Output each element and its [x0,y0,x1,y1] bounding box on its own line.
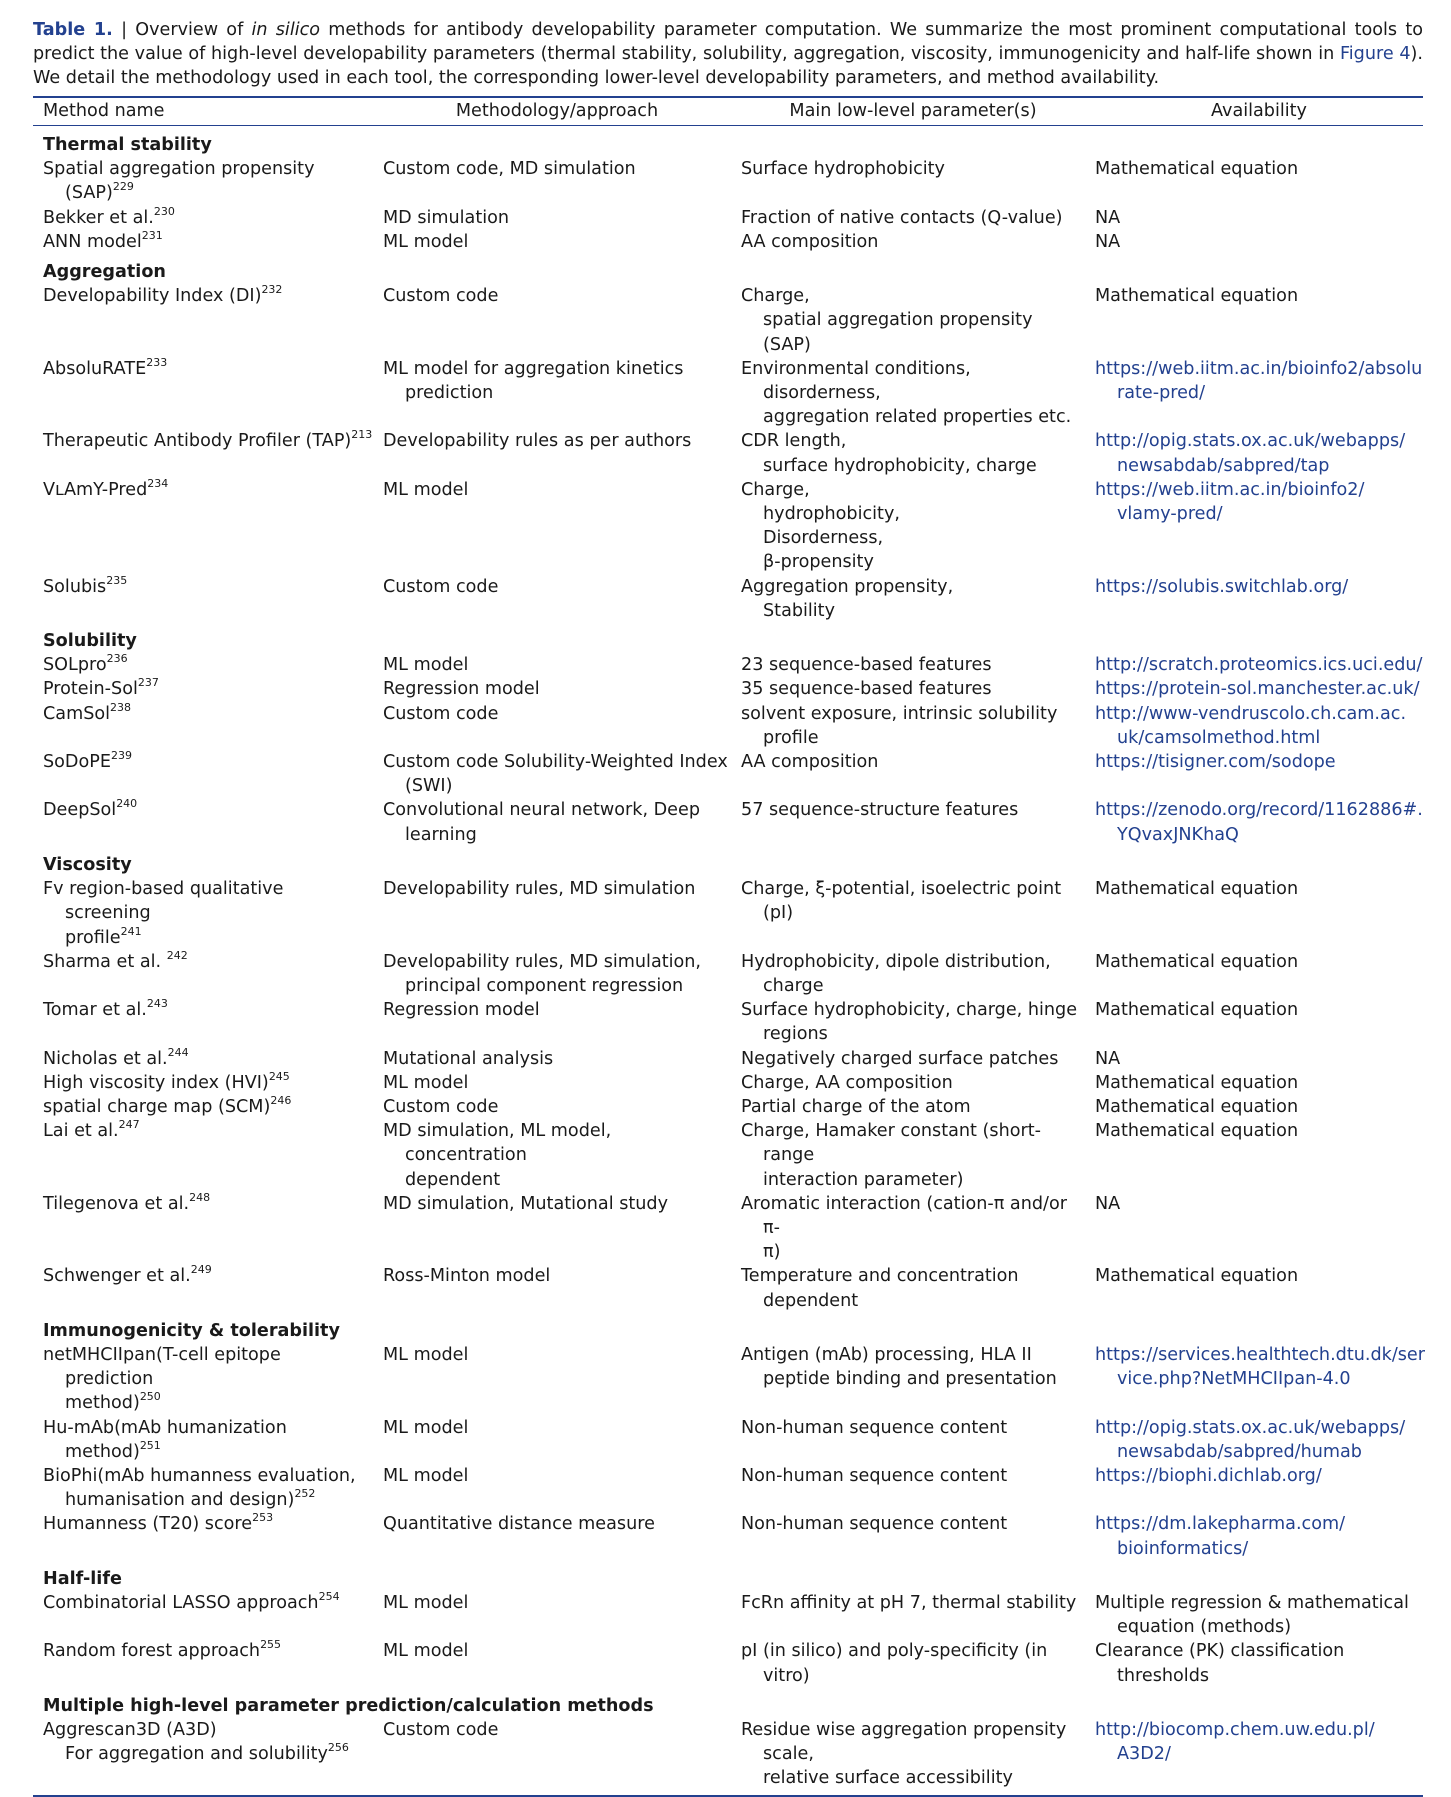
method-name-cell [33,478,373,575]
method-name-cell [33,1119,373,1192]
method-name-cell [33,1639,373,1687]
table-label: Table 1. [33,20,113,40]
reference-number: 238 [110,700,132,714]
method-name-cell [33,1095,373,1119]
reference-number: 234 [147,476,169,490]
method-name-cell [33,1718,373,1791]
availability-cell: Mathematical equation [1095,286,1299,307]
caption-text-1: Overview of [135,20,252,40]
method-name-cell [33,1071,373,1095]
method-name-cell [33,1464,373,1512]
parameters-cell: Fraction of native contacts (Q-value) [741,207,1063,228]
method-name: ANN model [43,231,142,252]
table-row [33,1343,1423,1416]
table-row [33,998,1423,1046]
parameters-cell: Surface hydrophobicity, charge, hinge regions [741,1000,1078,1045]
method-name: AbsoluRATE [43,358,147,379]
table-row [33,357,1423,430]
method-name: Combinatorial LASSO approach [43,1592,319,1613]
availability-link[interactable]: https://dm.lakepharma.com/ bioinformatics/ [1095,1514,1346,1559]
method-name: Developability Index (DI) [43,286,262,307]
table-row [33,653,1423,677]
availability-link[interactable]: https://biophi.dichlab.org/ [1095,1465,1322,1486]
methodology-cell: Developability rules, MD simulation, principal component regression [383,951,702,996]
parameters-cell: Residue wise aggregation propensity scale, relative surface accessibility [741,1720,1067,1789]
parameters-cell: Charge, Hamaker constant (short-range interaction parameter) [741,1121,1041,1190]
table-row [33,1639,1423,1687]
method-name-cell [33,653,373,677]
method-name-cell [33,429,373,477]
table-row [33,1192,1423,1265]
method-name: Nicholas et al. [43,1048,168,1069]
table-row [33,429,1423,477]
method-name-cell [33,750,373,798]
availability-cell: Mathematical equation [1095,1072,1299,1093]
methodology-cell: Convolutional neural network, Deep learning [383,800,700,845]
method-name: Tomar et al. [43,1000,147,1021]
methodology-cell: MD simulation, ML model, concentration dependent [383,1121,612,1190]
methodology-cell: ML model [383,1465,469,1486]
availability-link[interactable]: http://scratch.proteomics.ics.uci.edu/ [1095,655,1423,676]
table-row [33,230,1423,254]
method-name: Protein-Sol [43,679,138,700]
method-name: Lai et al. [43,1121,119,1142]
table-row [33,478,1423,575]
methodology-cell: ML model [383,1417,469,1438]
methodology-cell: MD simulation, Mutational study [383,1193,668,1214]
reference-number: 247 [118,1118,140,1132]
reference-number: 253 [252,1511,274,1525]
availability-cell: Mathematical equation [1095,1000,1299,1021]
section-heading: Thermal stability [43,135,212,155]
caption-text-3: ). We detail the methodology used in each tool, the corresponding lower-level developability parameters, and method availability. [33,44,1423,88]
section-heading: Solubility [43,631,137,652]
methodology-cell: ML model [383,1072,469,1093]
parameters-cell: Temperature and concentration dependent [741,1266,1019,1311]
reference-number: 246 [270,1093,292,1107]
availability-link[interactable]: https://protein-sol.manchester.ac.uk/ [1095,679,1420,700]
availability-link[interactable]: https://web.iitm.ac.in/bioinfo2/ vlamy-pred/ [1095,479,1365,525]
column-header-method-name: Method name [43,101,165,121]
availability-cell: Mathematical equation [1095,879,1299,900]
table-row [33,1264,1423,1312]
table-row [33,157,1423,205]
method-name: BioPhi(mAb humanness evaluation, humanisation and design) [43,1465,356,1511]
method-name: CamSol [43,703,111,724]
section-heading: Viscosity [43,854,132,875]
reference-number: 240 [116,797,138,811]
methodology-cell: Ross-Minton model [383,1266,551,1287]
caption-text-2: methods for antibody developability parameter computation. We summarize the most prominent computational tools to predict the value of high-level developability parameters (thermal stability, solubility, aggregation, viscosity, immunogenicity and half-life shown in [33,20,1423,64]
reference-number: 241 [120,924,142,938]
method-name-cell [33,798,373,846]
availability-cell: NA [1095,1193,1121,1214]
reference-number: 249 [190,1263,212,1277]
method-name: Bekker et al. [43,207,154,228]
methodology-cell: Custom code [383,1096,499,1117]
parameters-cell: Charge, spatial aggregation propensity (SAP) [741,286,1033,355]
methodology-cell: Custom code, MD simulation [383,159,636,180]
parameters-cell: Hydrophobicity, dipole distribution, charge [741,951,1051,996]
methodology-cell: ML model for aggregation kinetics prediction [383,358,684,404]
availability-cell: Mathematical equation [1095,1121,1299,1142]
availability-cell: Mathematical equation [1095,159,1299,180]
parameters-cell: Surface hydrophobicity [741,159,945,180]
table-row [33,950,1423,998]
table-row [33,1071,1423,1095]
parameters-cell: Charge, hydrophobicity, Disorderness, β-propensity [741,479,900,573]
method-name: Tilegenova et al. [43,1193,190,1214]
methodology-cell: ML model [383,1592,469,1613]
method-name: VʟAmY-Pred [43,479,148,500]
parameters-cell: AA composition [741,752,879,773]
reference-number: 248 [189,1190,211,1204]
method-name: Random forest approach [43,1641,261,1662]
method-name-cell [33,157,373,205]
method-name-cell [33,950,373,998]
availability-link[interactable]: http://opig.stats.ox.ac.uk/webapps/ newsabdab/sabpred/humab [1095,1417,1406,1462]
column-header-methodology: Methodology/approach [455,101,659,121]
parameters-cell: pI (in silico) and poly-specificity (in vitro) [741,1641,1048,1686]
methodology-cell: ML model [383,479,469,500]
method-name-cell [33,1591,373,1639]
availability-cell: Mathematical equation [1095,951,1299,972]
parameters-cell: CDR length, surface hydrophobicity, charge [741,431,1037,476]
parameters-cell: Non-human sequence content [741,1465,1008,1486]
method-name: Humanness (T20) score [43,1514,253,1535]
table-body [33,133,1423,1791]
methodology-cell: ML model [383,231,469,252]
method-name-cell [33,206,373,230]
method-name-cell [33,1047,373,1071]
reference-number: 231 [141,228,163,242]
parameters-cell: Non-human sequence content [741,1417,1008,1438]
parameters-cell: 57 sequence-structure features [741,800,1019,821]
table-row [33,1416,1423,1464]
reference-number: 237 [137,676,159,690]
method-name-cell [33,877,373,950]
parameters-cell: Antigen (mAb) processing, HLA II peptide binding and presentation [741,1344,1057,1390]
availability-cell: Mathematical equation [1095,1096,1299,1117]
method-name: Spatial aggregation propensity (SAP) [43,159,315,204]
methodology-cell: Developability rules as per authors [383,431,692,452]
method-name: Hu-mAb(mAb humanization method) [43,1417,287,1462]
methodology-cell: Regression model [383,679,540,700]
method-name-cell [33,284,373,357]
method-name: Therapeutic Antibody Profiler (TAP) [43,431,352,452]
methodology-cell: ML model [383,1344,469,1365]
methodology-cell: Custom code [383,703,499,724]
availability-link[interactable]: https://zenodo.org/record/1162886#. YQvaxJNKhaQ [1095,800,1423,845]
reference-number: 243 [146,997,168,1011]
method-name-cell [33,1264,373,1312]
method-name: DeepSol [43,800,117,821]
table-row [33,677,1423,701]
table-caption [33,18,1423,90]
reference-number: 245 [268,1069,290,1083]
reference-number: 256 [327,1741,349,1755]
reference-number: 230 [153,204,175,218]
parameters-cell: Charge, AA composition [741,1072,953,1093]
table-row [33,702,1423,750]
method-name: SOLpro [43,655,107,676]
section-heading: Half-life [43,1568,122,1589]
availability-cell: Multiple regression & mathematical equation (methods) [1095,1592,1409,1638]
method-name-cell [33,998,373,1046]
availability-link[interactable]: http://www-vendruscolo.ch.cam.ac. uk/camsolmethod.html [1095,703,1407,748]
reference-number: 239 [110,749,132,763]
reference-number: 213 [351,428,373,442]
reference-number: 242 [166,948,188,962]
method-name: SoDoPE [43,752,111,773]
methodology-cell: Developability rules, MD simulation [383,879,696,900]
method-name-cell [33,1192,373,1265]
parameters-cell: Charge, ξ-potential, isoelectric point (pI) [741,879,1062,924]
reference-number: 244 [167,1045,189,1059]
table-row [33,1047,1423,1071]
parameters-cell: 23 sequence-based features [741,655,992,676]
parameters-cell: Negatively charged surface patches [741,1048,1059,1069]
method-name: netMHCIIpan(T-cell epitope prediction method) [43,1344,281,1414]
table-row [33,877,1423,950]
method-name: Aggrescan3D (A3D) For aggregation and solubility [43,1720,328,1765]
methodology-cell: MD simulation [383,207,510,228]
availability-link[interactable]: http://opig.stats.ox.ac.uk/webapps/ newsabdab/sabpred/tap [1095,431,1406,476]
method-name-cell [33,357,373,430]
methodology-cell: Quantitative distance measure [383,1514,655,1535]
table-row [33,1464,1423,1512]
method-name-cell [33,230,373,254]
method-name-cell [33,1343,373,1416]
availability-cell: Clearance (PK) classification thresholds [1095,1641,1345,1686]
reference-number: 233 [146,355,168,369]
parameters-cell: Aromatic interaction (cation-π and/or π- π) [741,1193,1067,1263]
reference-number: 229 [112,180,134,194]
reference-number: 252 [294,1487,316,1501]
method-name-cell [33,575,373,623]
method-name: Schwenger et al. [43,1266,191,1287]
table-bottom-rule [33,1795,1423,1797]
reference-number: 251 [139,1438,161,1452]
reference-number: 236 [106,652,128,666]
table-row [33,1095,1423,1119]
table-row [33,1512,1423,1560]
figure-reference-link[interactable]: Figure 4 [1339,44,1411,64]
method-name: High viscosity index (HVI) [43,1072,269,1093]
table-row [33,1119,1423,1192]
caption-separator: | [112,20,136,40]
availability-cell: Mathematical equation [1095,1266,1299,1287]
methodology-cell: Mutational analysis [383,1048,554,1069]
methodology-cell: ML model [383,655,469,676]
table-row [33,1591,1423,1639]
table-row [33,206,1423,230]
section-heading: Aggregation [43,262,166,283]
availability-link[interactable]: https://solubis.switchlab.org/ [1095,576,1349,597]
availability-link[interactable]: https://tisigner.com/sodope [1095,752,1336,773]
method-name-cell [33,677,373,701]
availability-cell: NA [1095,1048,1121,1069]
methodology-cell: Custom code [383,286,499,307]
parameters-cell: solvent exposure, intrinsic solubility profile [741,703,1058,748]
method-name-cell [33,1416,373,1464]
parameters-cell: AA composition [741,231,879,252]
parameters-cell: Partial charge of the atom [741,1096,971,1117]
reference-number: 250 [139,1390,161,1404]
availability-cell: NA [1095,231,1121,252]
reference-number: 232 [261,283,283,297]
method-name: Fv region-based qualitative screening profile [43,879,284,948]
column-header-availability: Availability [1211,101,1307,121]
method-name: Solubis [43,576,107,597]
parameters-cell: Aggregation propensity, Stability [741,576,954,621]
section-heading: Multiple high-level parameter prediction/calculation methods [43,1695,654,1716]
table-row [33,284,1423,357]
table-row [33,750,1423,798]
table-header [33,98,1423,126]
methodology-cell: ML model [383,1641,469,1662]
table-row [33,575,1423,623]
availability-link[interactable]: https://services.healthtech.dtu.dk/ser vice.php?NetMHCIIpan-4.0 [1095,1344,1425,1390]
methodology-cell: Custom code [383,576,499,597]
methodology-cell: Regression model [383,1000,540,1021]
column-header-parameters: Main low-level parameter(s) [789,101,1037,121]
availability-link[interactable]: https://web.iitm.ac.in/bioinfo2/absolu rate-pred/ [1095,358,1423,404]
method-name: Sharma et al. [43,951,167,972]
methodology-cell: Custom code [383,1720,499,1740]
method-name-cell [33,1512,373,1560]
table-row [33,798,1423,846]
availability-cell: NA [1095,207,1121,228]
method-name: spatial charge map (SCM) [43,1096,271,1117]
reference-number: 255 [260,1638,282,1652]
table-page [33,18,1423,1797]
parameters-cell: 35 sequence-based features [741,679,992,700]
methodology-cell: Custom code Solubility-Weighted Index (SWI) [383,752,728,797]
reference-number: 235 [106,573,128,587]
caption-italic: in silico [251,20,321,40]
table-row [33,1718,1423,1791]
parameters-cell: FcRn affinity at pH 7, thermal stability [741,1592,1077,1613]
availability-link[interactable]: http://biocomp.chem.uw.edu.pl/ A3D2/ [1095,1720,1375,1765]
reference-number: 254 [318,1589,340,1603]
parameters-cell: Environmental conditions, disorderness, aggregation related properties etc. [741,358,1072,428]
method-name-cell [33,702,373,750]
section-heading: Immunogenicity & tolerability [43,1320,340,1341]
parameters-cell: Non-human sequence content [741,1514,1008,1535]
